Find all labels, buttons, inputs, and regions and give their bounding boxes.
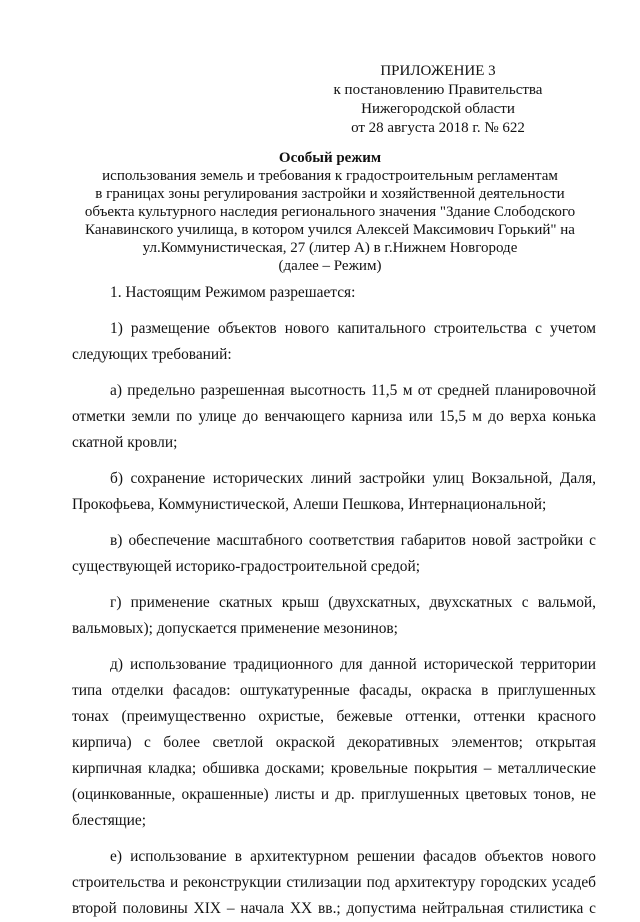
paragraph-1: 1. Настоящим Режимом разрешается: (110, 284, 356, 301)
title-heading: Особый режим (278, 150, 382, 166)
title-line: объекта культурного наследия регионального значения "Здание Слободского (84, 204, 576, 220)
title-line: использования земель и требования к градостроительным регламентам (102, 168, 558, 184)
paragraph-g: г) применение скатных крыш (двухскатных, двухскатных с вальмой, вальмовых); допускается применение мезонинов; (72, 594, 596, 637)
paragraph-e: е) использование в архитектурном решении фасадов объектов нового строительства и реконструкции стилизации под архитектуру городских усадеб второй половины XIX – начала XX вв.; допустима нейтральная стилистика с (72, 848, 596, 917)
paragraph-1-1: 1) размещение объектов нового капитального строительства с учетом следующих требований: (72, 320, 596, 363)
appendix-date: от 28 августа 2018 г. № 622 (351, 120, 525, 136)
title-line: (далее – Режим) (278, 258, 382, 274)
appendix-reference: к постановлению Правительства (333, 82, 543, 98)
paragraph-d: д) использование традиционного для данной исторической территории типа отделки фасадов: оштукатуренные фасады, окраска в приглушенных тонах (преимущественно охристые, бежевые оттенки, оттенки красного кирпича) с более светлой окраской декоративных элементов; открытая кирпичная кладка; обшивка досками; кровельные покрытия – металлические (оцинкованные, окрашенные) листы и др. приглушенных цветовых тонов, не блестящие; (72, 656, 596, 829)
paragraph-a: а) предельно разрешенная высотность 11,5 м от средней планировочной отметки земли по улице до венчающего карниза или 15,5 м до верха конька скатной кровли; (72, 382, 596, 451)
appendix-number: ПРИЛОЖЕНИЕ 3 (380, 63, 496, 79)
document-title (70, 149, 590, 275)
appendix-header (308, 62, 568, 138)
paragraph-b: б) сохранение исторических линий застройки улиц Вокзальной, Даля, Прокофьева, Коммунистической, Алеши Пешкова, Интернациональной; (72, 470, 596, 513)
title-line: Канавинского училища, в котором учился Алексей Максимович Горький" на (85, 222, 575, 238)
document-body (72, 280, 596, 922)
appendix-region: Нижегородской области (361, 101, 515, 117)
paragraph-v: в) обеспечение масштабного соответствия габаритов новой застройки с существующей историко-градостроительной средой; (72, 532, 596, 575)
title-line: в границах зоны регулирования застройки и хозяйственной деятельности (95, 186, 565, 202)
title-line: ул.Коммунистическая, 27 (литер А) в г.Нижнем Новгороде (142, 240, 518, 256)
